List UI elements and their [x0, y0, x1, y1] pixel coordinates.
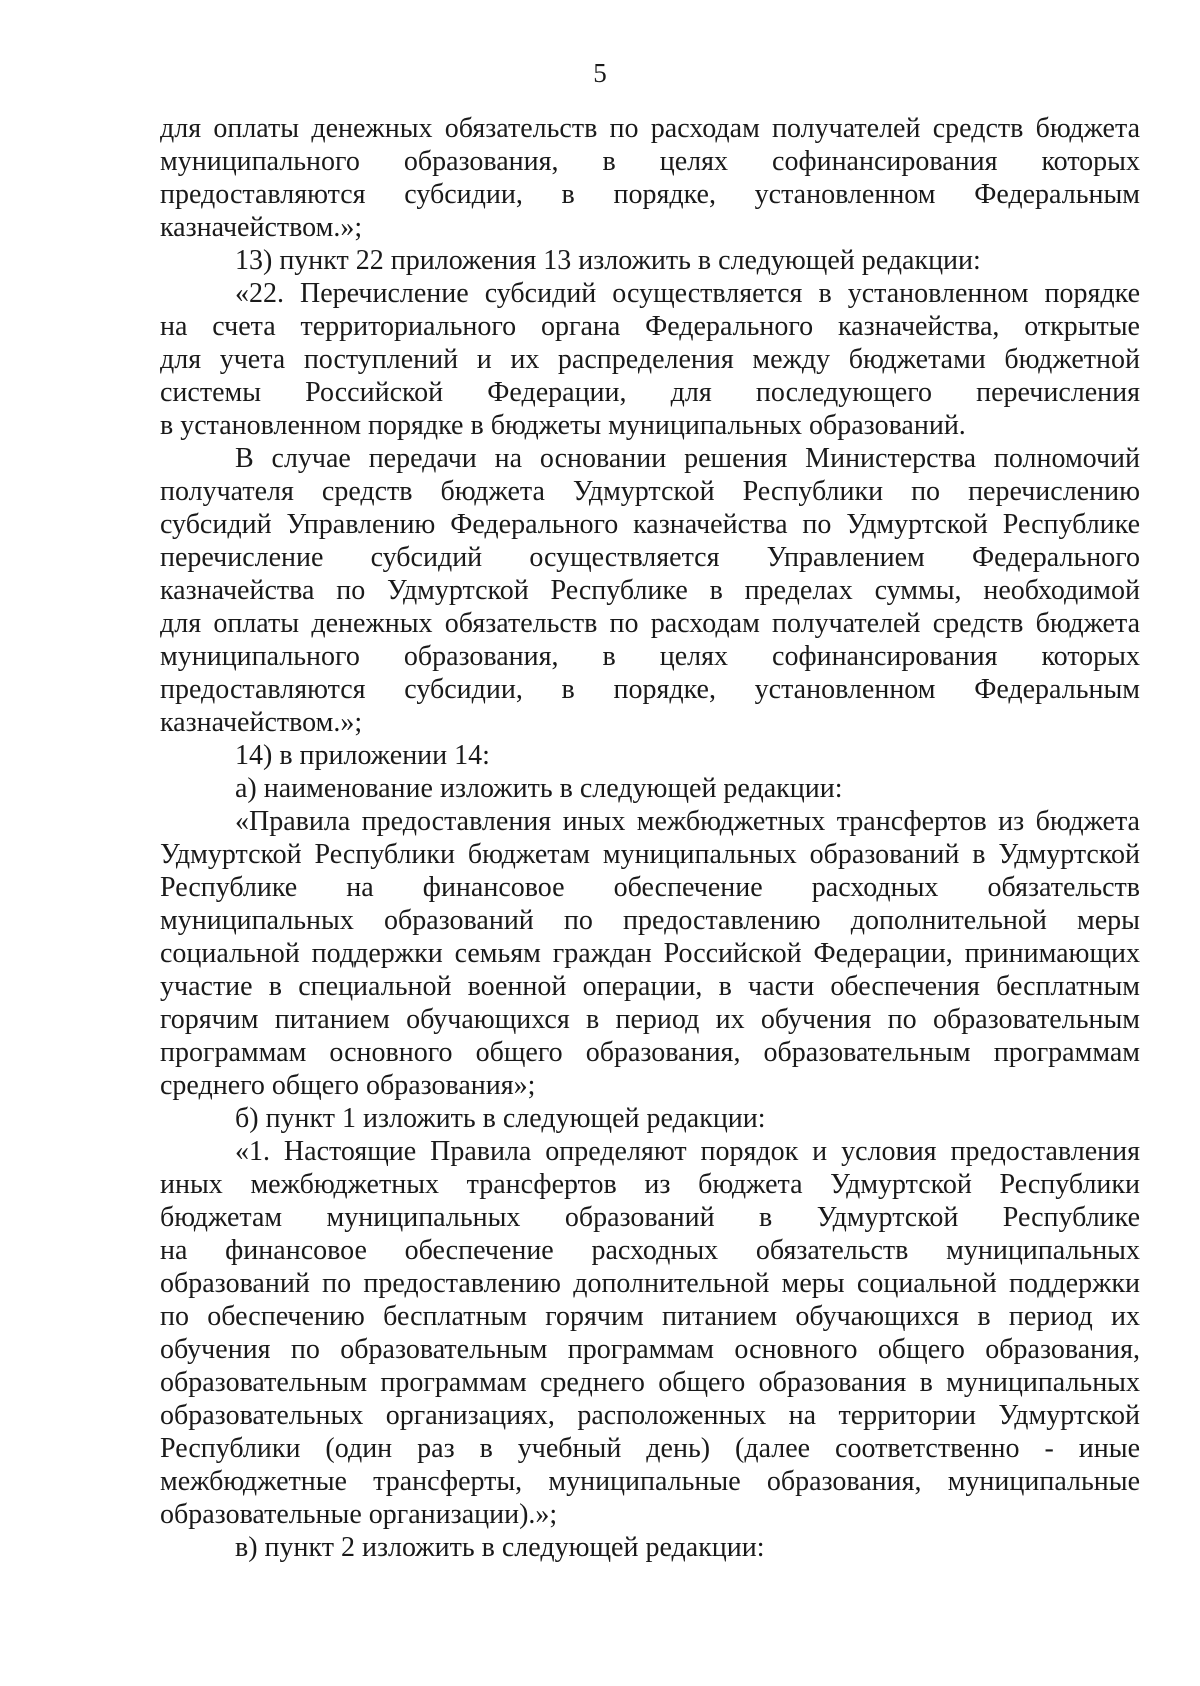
text-line: участие в специальной военной операции, в части обеспечения бесплатным [160, 971, 1140, 1002]
text-line: предоставляются субсидии, в порядке, установленном Федеральным [160, 674, 1140, 705]
text-line: а) наименование изложить в следующей редакции: [235, 773, 843, 804]
text-line: обучения по образовательным программам основного общего образования, [160, 1334, 1140, 1365]
text-line: муниципального образования, в целях софинансирования которых [160, 146, 1140, 177]
text-line: муниципальных образований по предоставлению дополнительной меры [160, 905, 1140, 936]
text-line: предоставляются субсидии, в порядке, установленном Федеральным [160, 179, 1140, 210]
text-line: в) пункт 2 изложить в следующей редакции: [235, 1532, 765, 1563]
page-number: 5 [593, 58, 607, 88]
text-line: казначейства по Удмуртской Республике в пределах суммы, необходимой [160, 575, 1140, 606]
text-line: муниципального образования, в целях софинансирования которых [160, 641, 1140, 672]
text-line: для оплаты денежных обязательств по расходам получателей средств бюджета [160, 113, 1140, 144]
text-line: субсидий Управлению Федерального казначейства по Удмуртской Республике [160, 509, 1140, 540]
text-line: программам основного общего образования, образовательным программам [160, 1037, 1140, 1068]
text-line: среднего общего образования»; [160, 1070, 536, 1101]
text-line: «1. Настоящие Правила определяют порядок и условия предоставления [235, 1136, 1140, 1167]
text-line: бюджетам муниципальных образований в Удмуртской Республике [160, 1202, 1140, 1233]
text-line: образовательные организации).»; [160, 1499, 558, 1530]
text-line: для оплаты денежных обязательств по расходам получателей средств бюджета [160, 608, 1140, 639]
text-line: Республике на финансовое обеспечение расходных обязательств [160, 872, 1140, 903]
text-line: 13) пункт 22 приложения 13 изложить в следующей редакции: [235, 245, 981, 276]
text-line: иных межбюджетных трансфертов из бюджета Удмуртской Республики [160, 1169, 1140, 1200]
text-line: б) пункт 1 изложить в следующей редакции: [235, 1103, 766, 1134]
text-line: перечисление субсидий осуществляется Управлением Федерального [160, 542, 1140, 573]
text-line: казначейством.»; [160, 707, 363, 738]
text-line: 14) в приложении 14: [235, 740, 490, 771]
text-line: получателя средств бюджета Удмуртской Республики по перечислению [160, 476, 1140, 507]
text-line: на счета территориального органа Федерального казначейства, открытые [160, 311, 1140, 342]
text-line: по обеспечению бесплатным горячим питанием обучающихся в период их [160, 1301, 1140, 1332]
text-line: для учета поступлений и их распределения между бюджетами бюджетной [160, 344, 1140, 375]
text-line: образовательных организациях, расположенных на территории Удмуртской [160, 1400, 1140, 1431]
text-line: межбюджетные трансферты, муниципальные образования, муниципальные [160, 1466, 1140, 1497]
text-line: на финансовое обеспечение расходных обязательств муниципальных [160, 1235, 1140, 1266]
text-line: образований по предоставлению дополнительной меры социальной поддержки [160, 1268, 1140, 1299]
text-line: в установленном порядке в бюджеты муниципальных образований. [160, 410, 966, 441]
text-line: В случае передачи на основании решения Министерства полномочий [235, 443, 1140, 474]
text-line: системы Российской Федерации, для последующего перечисления [160, 377, 1140, 408]
text-line: «Правила предоставления иных межбюджетных трансфертов из бюджета [235, 806, 1140, 837]
text-line: «22. Перечисление субсидий осуществляется в установленном порядке [235, 278, 1140, 309]
text-line: Удмуртской Республики бюджетам муниципальных образований в Удмуртской [160, 839, 1140, 870]
text-line: казначейством.»; [160, 212, 363, 243]
text-line: социальной поддержки семьям граждан Российской Федерации, принимающих [160, 938, 1140, 969]
text-line: горячим питанием обучающихся в период их обучения по образовательным [160, 1004, 1140, 1035]
text-line: образовательным программам среднего общего образования в муниципальных [160, 1367, 1140, 1398]
document-body [160, 112, 1140, 1564]
text-line: Республики (один раз в учебный день) (далее соответственно - иные [160, 1433, 1140, 1464]
